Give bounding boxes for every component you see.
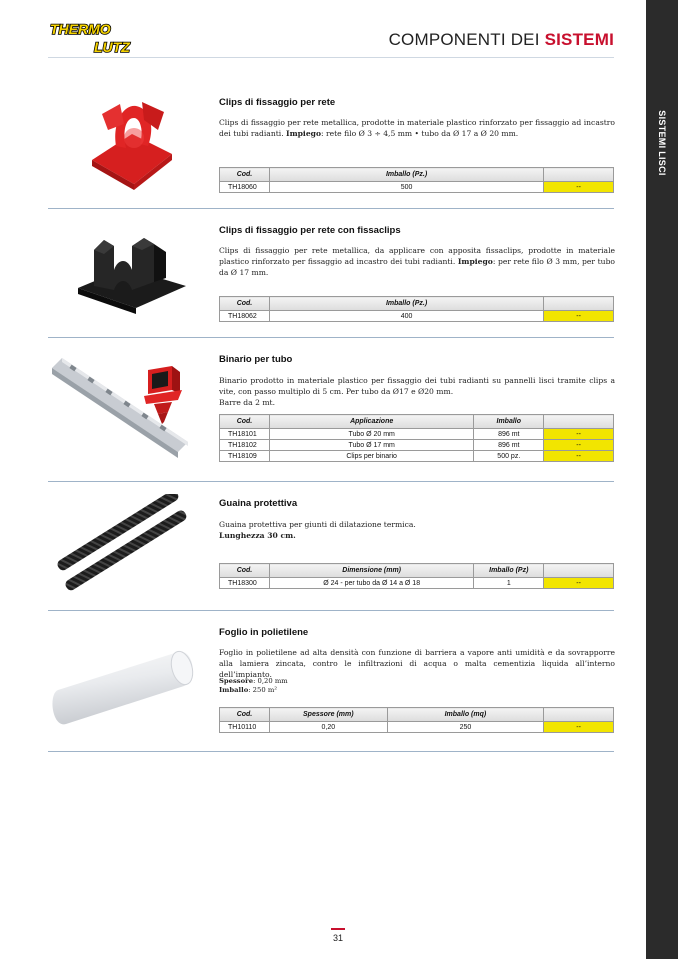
product-description: [219, 647, 615, 680]
table-cell: Clips per binario: [269, 451, 473, 462]
product-title: Clips di fissaggio per rete con fissaclips: [219, 225, 401, 236]
table-row: [220, 311, 614, 322]
column-header: Cod.: [220, 564, 270, 578]
page-title: [389, 30, 614, 50]
table-cell: 250: [387, 722, 544, 733]
description-text: Guaina protettiva per giunti di dilatazione termica.: [219, 520, 416, 529]
page-number: 31: [332, 933, 344, 943]
price-cell: --: [544, 451, 614, 462]
table-row: [220, 429, 614, 440]
product-code: TH10110: [220, 722, 270, 733]
price-cell: --: [544, 311, 614, 322]
polyethylene-roll-icon: [48, 640, 198, 726]
description-text: : 250 m²: [248, 686, 277, 694]
column-header: [544, 708, 614, 722]
column-header: Imballo (mq): [387, 708, 544, 722]
product-table: [219, 563, 614, 589]
table-row: [220, 451, 614, 462]
table-cell: 400: [269, 311, 543, 322]
product-code: TH18102: [220, 440, 270, 451]
column-header: [544, 297, 614, 311]
table-row: [220, 722, 614, 733]
section-divider: [48, 481, 614, 482]
table-row: [220, 578, 614, 589]
section-divider: [48, 208, 614, 209]
page-title-accent: SISTEMI: [544, 30, 614, 49]
product-code: TH18109: [220, 451, 270, 462]
description-text: Barre da 2 mt.: [219, 398, 275, 407]
description-text: Impiego: [286, 129, 322, 138]
product-description: [219, 519, 615, 541]
table-cell: 500 pz.: [474, 451, 544, 462]
description-text: : 0,20 mm: [253, 677, 288, 685]
table-cell: 896 mt: [474, 440, 544, 451]
spec-thickness: [219, 677, 615, 686]
red-clip-icon: [72, 94, 192, 194]
column-header: Applicazione: [269, 415, 473, 429]
column-header: [544, 415, 614, 429]
section-divider: [48, 337, 614, 338]
header-divider: [48, 57, 614, 58]
description-text: : rete filo Ø 3 ÷ 4,5 mm • tubo da Ø 17 a Ø 20 mm.: [321, 129, 519, 138]
column-header: [544, 168, 614, 182]
product-description: [219, 245, 615, 278]
page-title-prefix: COMPONENTI DEI: [388, 30, 545, 49]
price-cell: --: [544, 429, 614, 440]
column-header: Imballo: [474, 415, 544, 429]
description-text: Impiego: [457, 257, 493, 266]
table-cell: 500: [269, 182, 543, 193]
description-text: Clips di fissaggio per rete metallica, da applicare con apposita fissaclips, prodotte in materiale plastico rinforzato per fissaggio ad incastro dei tubi radianti.: [219, 246, 615, 266]
product-title: Foglio in polietilene: [219, 627, 309, 638]
column-header: Cod.: [220, 297, 270, 311]
table-cell: Ø 24 - per tubo da Ø 14 a Ø 18: [269, 578, 473, 589]
table-cell: Tubo Ø 17 mm: [269, 440, 473, 451]
column-header: Cod.: [220, 415, 270, 429]
product-code: TH18101: [220, 429, 270, 440]
product-code: TH18062: [220, 311, 270, 322]
page-number-accent: [331, 928, 345, 930]
product-code: TH18300: [220, 578, 270, 589]
black-clip-icon: [70, 228, 194, 314]
table-cell: 896 mt: [474, 429, 544, 440]
column-header: Cod.: [220, 708, 270, 722]
column-header: Imballo (Pz.): [269, 168, 543, 182]
table-row: [220, 182, 614, 193]
price-cell: --: [544, 722, 614, 733]
product-table: [219, 167, 614, 193]
section-divider: [48, 751, 614, 752]
description-text: Imballo: [219, 686, 249, 694]
column-header: Spessore (mm): [269, 708, 387, 722]
section-divider: [48, 610, 614, 611]
price-cell: --: [544, 182, 614, 193]
price-cell: --: [544, 440, 614, 451]
corrugated-sleeve-icon: [50, 494, 200, 594]
description-text: Foglio in polietilene ad alta densità con funzione di barriera a vapore anti umidità e da sovrapporre alla lamiera zincata, contro le infiltrazioni di acqua o malta cementizia liquida all’interno dell’impianto.: [219, 648, 615, 679]
side-tab-label: SISTEMI LISCI: [657, 110, 667, 176]
description-text: Lunghezza 30 cm.: [219, 531, 296, 540]
table-row: [220, 440, 614, 451]
description-text: : per rete filo Ø 3 mm, per tubo da Ø 17 mm.: [219, 257, 615, 277]
column-header: Cod.: [220, 168, 270, 182]
product-description: [219, 375, 615, 408]
product-title: Clips di fissaggio per rete: [219, 97, 336, 108]
column-header: Imballo (Pz.): [269, 297, 543, 311]
spec-packaging: [219, 686, 615, 695]
logo-top-text: THERMO: [50, 21, 111, 37]
product-description: [219, 117, 615, 139]
product-table: [219, 296, 614, 322]
price-cell: --: [544, 578, 614, 589]
product-table: [219, 707, 614, 733]
column-header: Dimensione (mm): [269, 564, 473, 578]
product-title: Binario per tubo: [219, 354, 293, 365]
table-cell: 1: [474, 578, 544, 589]
table-cell: Tubo Ø 20 mm: [269, 429, 473, 440]
column-header: [544, 564, 614, 578]
rail-icon: [48, 352, 198, 460]
product-specs: [219, 677, 615, 695]
logo-bottom-text: LUTZ: [94, 39, 130, 55]
product-title: Guaina protettiva: [219, 498, 298, 509]
table-cell: 0,20: [269, 722, 387, 733]
description-text: Clips di fissaggio per rete metallica, prodotte in materiale plastico rinforzato per fissaggio ad incastro dei tubi radianti.: [219, 118, 615, 138]
product-table: [219, 414, 614, 462]
product-code: TH18060: [220, 182, 270, 193]
description-text: Spessore: [219, 677, 254, 685]
thermolutz-logo: [48, 20, 148, 56]
description-text: Binario prodotto in materiale plastico per fissaggio dei tubi radianti su pannelli lisci tramite clips a vite, con passo multiplo di 5 cm. Per tubo da Ø17 e Ø20 mm.: [219, 376, 615, 396]
column-header: Imballo (Pz): [474, 564, 544, 578]
